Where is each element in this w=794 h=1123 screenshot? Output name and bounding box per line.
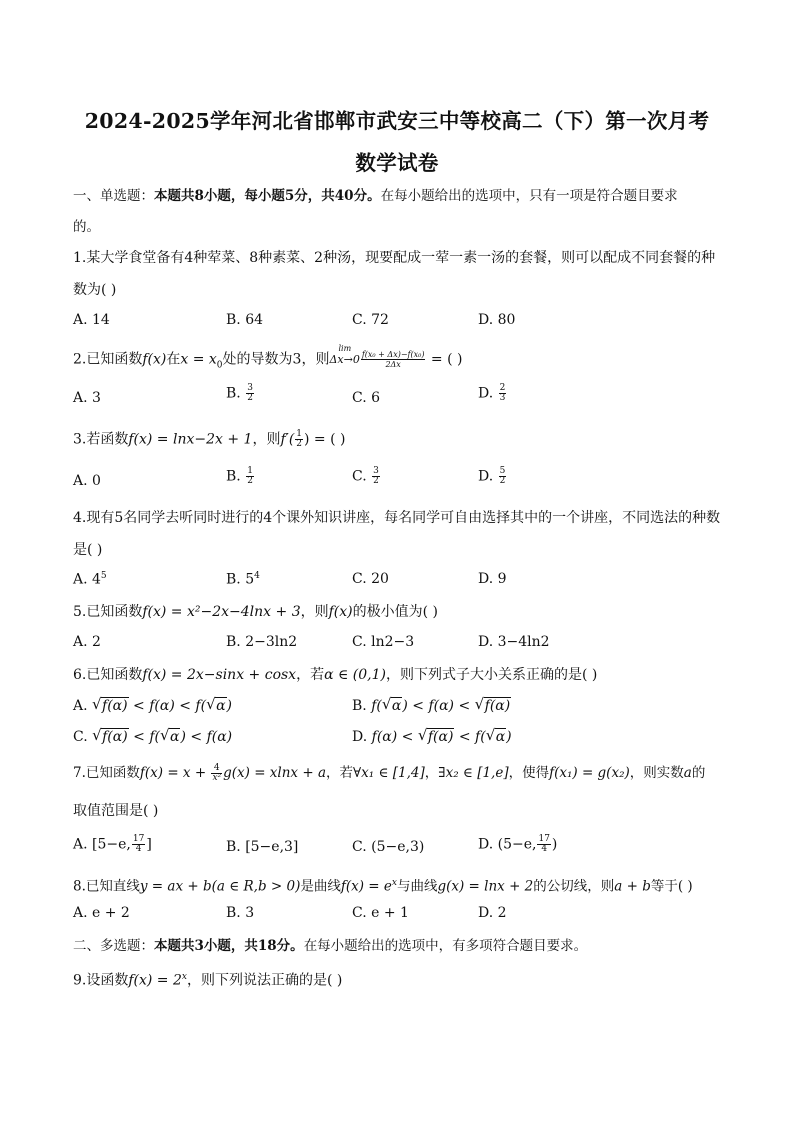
q7-option-c: C. (5−e,3) bbox=[352, 839, 425, 855]
exam-title-line2: 数学试卷 bbox=[355, 151, 439, 175]
q2-frac-num: f(x₀ + Δx)−f(x₀) bbox=[361, 350, 425, 359]
q2-option-c: C. 6 bbox=[352, 390, 381, 406]
q2-option-d: D. $\frac{2}{3}$ bbox=[478, 383, 506, 403]
q3-option-c: C. $\frac{3}{2}$ bbox=[352, 466, 379, 486]
q2-option-a: A. 3 bbox=[73, 390, 101, 406]
section1-desc-2: 在每小题给出的选项中，只有一项是符合题目要求 bbox=[380, 188, 678, 204]
q4-text-a: 4.现有5名同学去听同时进行的4个课外知识讲座，每名同学可自由选择其中的一个讲座，不同选法的种数 bbox=[73, 510, 721, 526]
q1-option-a: A. 14 bbox=[73, 312, 110, 328]
q6-option-d: D. f(α) < √ f(α) < f(√ α) bbox=[352, 728, 512, 745]
q6-option-c: C. √ f(α) < f(√ α) < f(α) bbox=[73, 728, 232, 745]
q6-stem: 6.已知函数f(x) = 2x−sinx + cosx，若α ∈ (0,1)，则下列式子大小关系正确的是( ) bbox=[73, 667, 598, 683]
q3-option-d: D. $\frac{5}{2}$ bbox=[478, 466, 506, 486]
q2-mid1: 在 bbox=[166, 351, 181, 368]
q4-option-d: D. 9 bbox=[478, 571, 507, 587]
q8-option-d: D. 2 bbox=[478, 905, 507, 921]
q2-prefix: 2.已知函数 bbox=[73, 351, 143, 368]
q2-frac-den: 2Δx bbox=[385, 360, 401, 369]
q5-option-a: A. 2 bbox=[73, 634, 101, 650]
q2-cond: x = x bbox=[180, 351, 217, 368]
q2-lim-var: Δx→0 bbox=[329, 353, 360, 366]
q2-fraction bbox=[361, 350, 426, 369]
q3-option-a: A. 0 bbox=[73, 473, 101, 489]
section1-label: 一、单选题： bbox=[73, 188, 154, 204]
q4-text-b: 是( ) bbox=[73, 542, 103, 558]
section1-desc-3: 的。 bbox=[73, 219, 100, 235]
q5-stem: 5.已知函数f(x) = x²−2x−4lnx + 3，则f(x)的极小值为( ) bbox=[73, 604, 438, 620]
q2-suffix: = ( ) bbox=[426, 351, 463, 368]
q6-option-a: A. √ f(α) < f(α) < f(√ α) bbox=[73, 697, 232, 714]
q8-option-c: C. e + 1 bbox=[352, 905, 409, 921]
q4-option-c: C. 20 bbox=[352, 571, 389, 587]
exam-title-line1: 2024-2025学年河北省邯郸市武安三中等校高二（下）第一次月考 bbox=[84, 109, 710, 133]
q2-limit bbox=[329, 344, 360, 369]
q2-lim-label: lim bbox=[338, 344, 352, 353]
q7-option-d: D. (5−e, $\frac{17}{4}$ ) bbox=[478, 834, 558, 854]
q1-option-d: D. 80 bbox=[478, 312, 516, 328]
section1-heading bbox=[73, 187, 678, 205]
q2-mid2: 处的导数为3，则 bbox=[222, 351, 330, 368]
q7-stem: 7.已知函数f(x) = x + $\frac{4}{\text{x²}}$ g(x) = xlnx + a，若∀x₁ ∈ [1,4]，∃x₂ ∈ [1,e]，使得f(x₁) = g(x₂)，则实数a的 bbox=[73, 763, 706, 783]
q1-option-c: C. 72 bbox=[352, 312, 389, 328]
q1-text-b: 数为( ) bbox=[73, 282, 117, 298]
q3-option-b: B. $\frac{1}{2}$ bbox=[226, 466, 253, 486]
q7-option-a: A. [5−e, $\frac{17}{4}$ ] bbox=[73, 834, 152, 854]
q1-text-a: 1.某大学食堂备有4种荤菜、8种素菜、2种汤，现要配成一荤一素一汤的套餐，则可以配成不同套餐的种 bbox=[73, 250, 716, 266]
q8-stem: 8.已知直线y = ax + b(a ∈ R,b > 0)是曲线$f(x) = e^x$与曲线g(x) = lnx + 2的公切线，则a + b等于( ) bbox=[73, 878, 693, 895]
q8-option-b: B. 3 bbox=[226, 905, 255, 921]
q5-option-b: B. 2−3ln2 bbox=[226, 634, 298, 650]
q6-cond: α ∈ (0,1) bbox=[324, 667, 386, 683]
section2-heading: 二、多选题：本题共3小题，共18分。在每小题给出的选项中，有多项符合题目要求。 bbox=[73, 938, 588, 954]
q5-option-c: C. ln2−3 bbox=[352, 634, 415, 650]
q4-option-a: A. $4^5$ bbox=[73, 571, 107, 588]
q3-stem: 3.若函数f(x) = lnx−2x + 1，则f′( $\frac{1}{2}$ ) = ( ) bbox=[73, 429, 346, 449]
q2-option-b: B. $\frac{3}{2}$ bbox=[226, 383, 253, 403]
q7-option-b: B. [5−e,3] bbox=[226, 839, 299, 855]
q8-option-a: A. e + 2 bbox=[73, 905, 130, 921]
q1-option-b: B. 64 bbox=[226, 312, 264, 328]
q5-option-d: D. 3−4ln2 bbox=[478, 634, 550, 650]
q5-expr: f(x) = x²−2x−4lnx + 3 bbox=[142, 604, 301, 620]
q3-expr: f(x) = lnx−2x + 1 bbox=[128, 431, 253, 448]
q2-fx: f(x) bbox=[142, 351, 167, 368]
section1-desc-1: 本题共8小题，每小题5分，共40分。 bbox=[154, 188, 381, 204]
q4-option-b: B. $5^4$ bbox=[226, 571, 260, 588]
q6-option-b: B. f(√ α) < f(α) < √ f(α) bbox=[352, 697, 511, 714]
q7-line2: 取值范围是( ) bbox=[73, 803, 159, 819]
q9-stem: 9.设函数$f(x) = 2^x$，则下列说法正确的是( ) bbox=[73, 972, 343, 989]
q2-stem: 2.已知函数f(x)在$x = x_0$处的导数为3，则 lim Δx→0 $\frac{\text{f(x₀ + Δx)−f(x₀)}}{2\Delta x}$ = ( ) bbox=[73, 350, 462, 374]
q6-expr: f(x) = 2x−sinx + cosx bbox=[142, 667, 297, 683]
